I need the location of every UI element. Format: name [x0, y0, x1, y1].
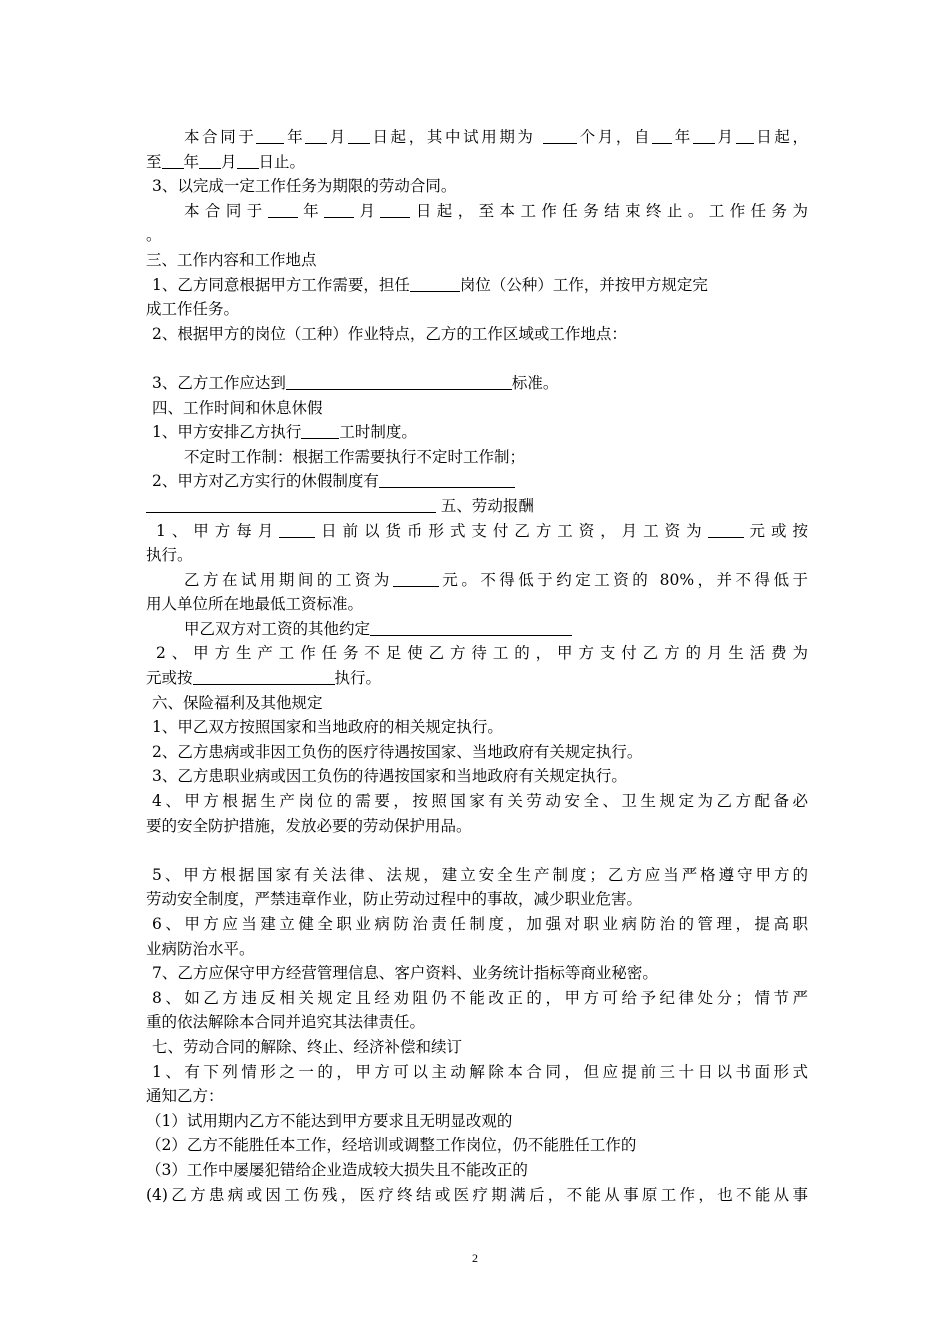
- section-heading: 三、工作内容和工作地点: [146, 250, 317, 269]
- text-line: 不定时工作制：根据工作需要执行不定时工作制；: [184, 447, 526, 466]
- blank-field[interactable]: [199, 152, 221, 169]
- text-line: 通知乙方：: [146, 1087, 224, 1106]
- text-line: 劳动安全制度，严禁违章作业，防止劳动过程中的事故，减少职业危害。: [146, 890, 643, 909]
- blank-field[interactable]: [652, 127, 672, 144]
- blank-field[interactable]: [380, 201, 410, 218]
- section-heading: 四、工作时间和休息休假: [152, 398, 323, 417]
- text-line: 。: [146, 226, 162, 245]
- page-number: 2: [472, 1251, 478, 1265]
- text-line: 重的依法解除本合同并追究其法律责任。: [146, 1013, 426, 1032]
- blank-field[interactable]: [370, 619, 572, 636]
- text-line: 1、甲乙双方按照国家和当地政府的相关规定执行。: [152, 718, 503, 737]
- text-line: 7、乙方应保守甲方经营管理信息、客户资料、业务统计指标等商业秘密。: [152, 964, 658, 983]
- section-heading: 七、劳动合同的解除、终止、经济补偿和续订: [152, 1037, 463, 1056]
- text-line: 1、甲方安排乙方执行 工时制度。: [152, 423, 417, 442]
- blank-field[interactable]: [324, 201, 354, 218]
- text-line: 乙方在试用期间的工资为 元。不得低于约定工资的 80%，并不得低于: [184, 570, 808, 589]
- text-line: 1、有下列情形之一的，甲方可以主动解除本合同，但应提前三十日以书面形式: [152, 1062, 808, 1081]
- text-line: 3、以完成一定工作任务为期限的劳动合同。: [152, 177, 457, 196]
- text-line: 用人单位所在地最低工资标准。: [146, 595, 364, 614]
- blank-field[interactable]: [708, 521, 744, 538]
- text-line: 2、乙方患病或非因工负伤的医疗待遇按国家、当地政府有关规定执行。: [152, 742, 643, 761]
- text-line: 五、劳动报酬: [146, 494, 808, 519]
- text-line: 成工作任务。: [146, 300, 240, 319]
- blank-field[interactable]: [193, 668, 335, 685]
- blank-field[interactable]: [301, 422, 339, 439]
- blank-field[interactable]: [162, 152, 184, 169]
- text-line: 2、根据甲方的岗位（工种）作业特点，乙方的工作区域或工作地点：: [152, 324, 627, 343]
- text-line: 8、如乙方违反相关规定且经劝阻仍不能改正的，甲方可给予纪律处分；情节严: [152, 988, 808, 1007]
- text-line: 业病防治水平。: [146, 939, 255, 958]
- blank-field[interactable]: [268, 201, 298, 218]
- blank-field[interactable]: [736, 127, 754, 144]
- blank-field[interactable]: [410, 275, 460, 292]
- text-line: 4、甲方根据生产岗位的需要，按照国家有关劳动安全、卫生规定为乙方配备必: [152, 792, 808, 811]
- text-line: 至 年 月 日止。: [146, 152, 306, 171]
- blank-field[interactable]: [393, 570, 439, 587]
- text-line: 3、乙方工作应达到 标准。: [152, 373, 559, 392]
- blank-field[interactable]: [543, 127, 577, 144]
- text-line: 本合同于 年 月 日起，其中试用期为 个月，自 年 月 日起，: [184, 128, 808, 146]
- text-line: 甲乙双方对工资的其他约定: [146, 617, 808, 642]
- blank-field[interactable]: [146, 496, 436, 513]
- blank-field[interactable]: [305, 127, 327, 144]
- text-line: 执行。: [146, 546, 193, 565]
- text-line: 2、甲方生产工作任务不足使乙方待工的，甲方支付乙方的月生活费为: [156, 644, 808, 663]
- text-line: 元或按 执行。: [146, 669, 382, 688]
- list-item: （1）试用期内乙方不能达到甲方要求且无明显改观的: [146, 1111, 513, 1130]
- text-line: 1、乙方同意根据甲方工作需要，担任 岗位（公种）工作，并按甲方规定完: [152, 275, 708, 294]
- blank-field[interactable]: [693, 127, 715, 144]
- text-line: 2、甲方对乙方实行的休假制度有: [146, 469, 808, 494]
- blank-field[interactable]: [279, 521, 315, 538]
- text-line: 要的安全防护措施，发放必要的劳动保护用品。: [146, 816, 472, 835]
- text-line: 5、甲方根据国家有关法律、法规，建立安全生产制度；乙方应当严格遵守甲方的: [152, 865, 808, 884]
- list-item: （3）工作中屡屡犯错给企业造成较大损失且不能改正的: [146, 1160, 528, 1179]
- list-item: (4)乙方患病或因工伤残，医疗终结或医疗期满后，不能从事原工作，也不能从事: [146, 1185, 808, 1204]
- blank-field[interactable]: [256, 127, 284, 144]
- blank-field[interactable]: [348, 127, 370, 144]
- document-page: [146, 125, 808, 1207]
- text-line: 本合同于 年 月 日起，至本工作任务结束终止。工作任务为: [184, 201, 808, 220]
- text-line: 1、甲方每月 日前以货币形式支付乙方工资，月工资为 元或按: [156, 521, 808, 540]
- list-item: （2）乙方不能胜任本工作，经培训或调整工作岗位，仍不能胜任工作的: [146, 1136, 637, 1155]
- text-line: 3、乙方患职业病或因工负伤的待遇按国家和当地政府有关规定执行。: [152, 767, 627, 786]
- text-line: 6、甲方应当建立健全职业病防治责任制度，加强对职业病防治的管理，提高职: [152, 915, 808, 933]
- blank-field[interactable]: [237, 152, 259, 169]
- blank-field[interactable]: [286, 373, 512, 390]
- blank-field[interactable]: [379, 471, 515, 488]
- section-heading: 六、保险福利及其他规定: [152, 693, 323, 712]
